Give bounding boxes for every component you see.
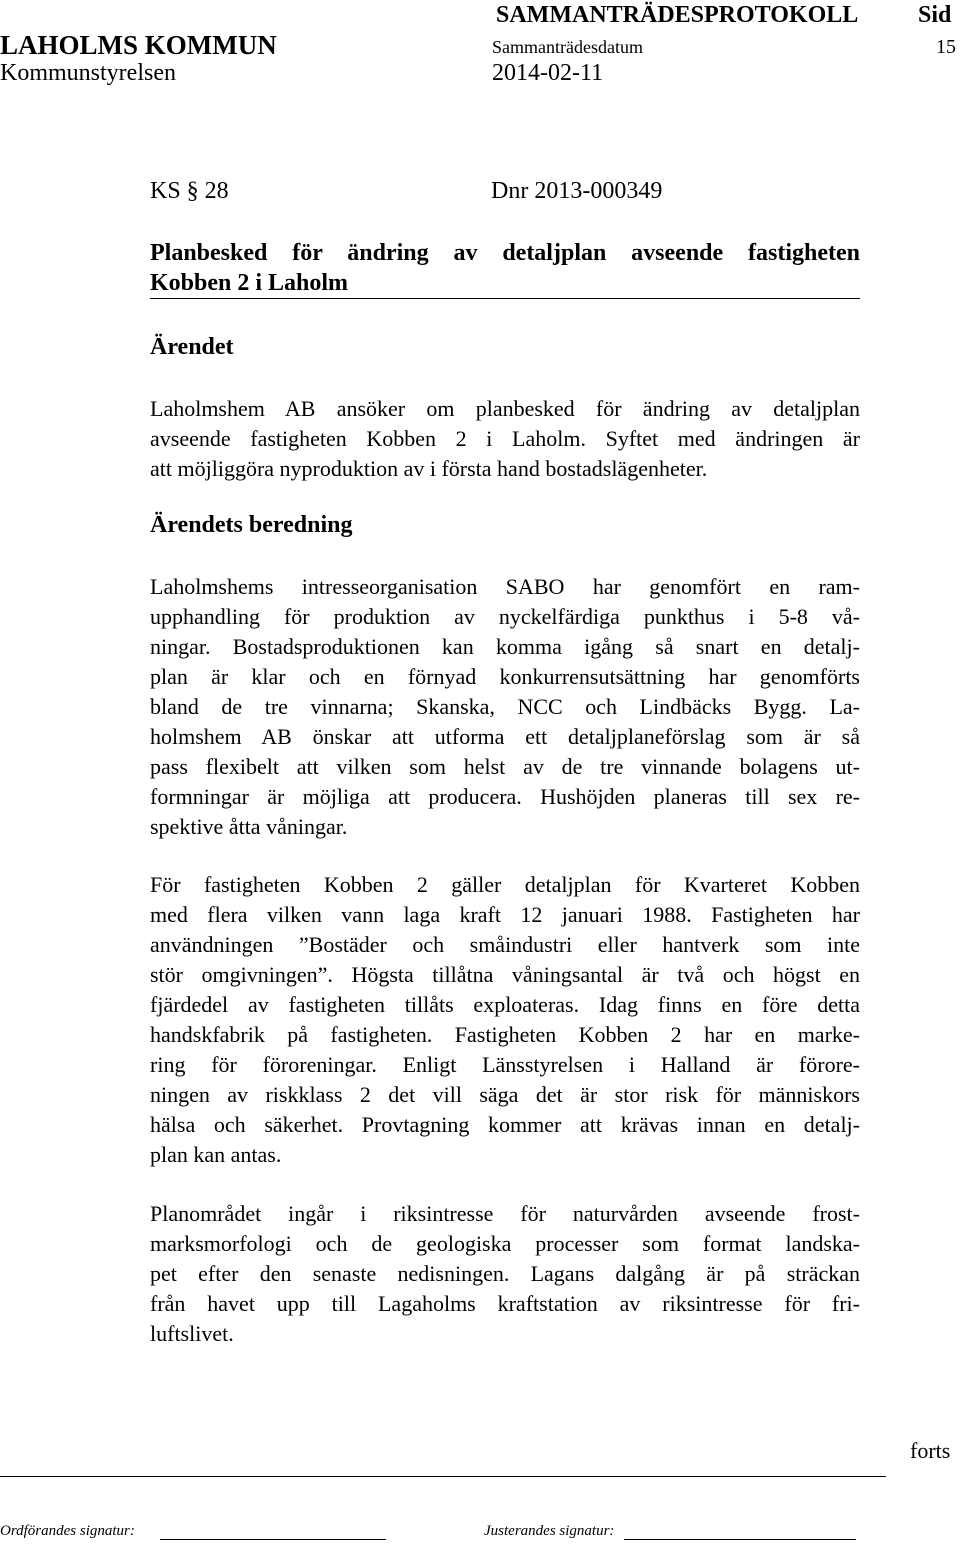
- protocol-title: SAMMANTRÄDESPROTOKOLL: [496, 2, 859, 28]
- text-line: formningar är möjliga att producera. Hushöjden planeras till sex re-: [150, 784, 860, 809]
- continued-label: forts: [910, 1438, 951, 1463]
- text-line: ningen av riskklass 2 det vill säga det är stor risk för människors: [150, 1082, 860, 1107]
- text-line: För fastigheten Kobben 2 gäller detaljplan för Kvarteret Kobben: [150, 872, 860, 897]
- text-line: handskfabrik på fastigheten. Fastigheten Kobben 2 har en marke-: [150, 1022, 860, 1047]
- text-line: Laholmshems intresseorganisation SABO har genomfört en ram-: [150, 574, 860, 599]
- text-line: användningen ”Bostäder och småindustri eller hantverk som inte: [150, 932, 860, 957]
- text-line: ring för föroreningar. Enligt Länsstyrelsen i Halland är förore-: [150, 1052, 860, 1077]
- text-line: stör omgivningen”. Högsta tillåtna våningsantal är två och högst en: [150, 962, 860, 987]
- meeting-date-label: Sammanträdesdatum: [492, 37, 643, 57]
- text-line: holmshem AB önskar att utforma ett detaljplaneförslag som är så: [150, 724, 860, 749]
- text-line: plan är klar och en förnyad konkurrensutsättning har genomförts: [150, 664, 860, 689]
- case-title-line: Planbesked för ändring av detaljplan avseende fastigheten: [150, 240, 860, 266]
- case-paragraph-code: KS § 28: [150, 178, 229, 204]
- text-line: luftslivet.: [150, 1321, 234, 1346]
- text-line: bland de tre vinnarna; Skanska, NCC och Lindbäcks Bygg. La-: [150, 694, 860, 719]
- paragraph-arendet: [150, 394, 860, 484]
- text-line: ningar. Bostadsproduktionen kan komma igång så snart en detalj-: [150, 634, 860, 659]
- text-line: pass flexibelt att vilken som helst av de tre vinnande bolagens ut-: [150, 754, 860, 779]
- text-line: att möjliggöra nyproduktion av i första hand bostadslägenheter.: [150, 456, 708, 481]
- title-divider: [150, 298, 860, 299]
- text-line: marksmorfologi och de geologiska processer som format landska-: [150, 1231, 860, 1256]
- adjuster-signature-line: [624, 1539, 856, 1540]
- paragraph-beredning: [150, 572, 860, 842]
- meeting-date: 2014-02-11: [492, 60, 604, 86]
- text-line: spektive åtta våningar.: [150, 814, 348, 839]
- text-line: upphandling för produktion av nyckelfärdiga punkthus i 5-8 vå-: [150, 604, 860, 629]
- text-line: Planområdet ingår i riksintresse för naturvården avseende frost-: [150, 1201, 860, 1226]
- paragraph-kobben: [150, 870, 860, 1170]
- page-number: 15: [936, 36, 956, 58]
- text-line: pet efter den senaste nedisningen. Lagans dalgång är på sträckan: [150, 1261, 860, 1286]
- text-line: med flera vilken vann laga kraft 12 januari 1988. Fastigheten har: [150, 902, 860, 927]
- text-line: avseende fastigheten Kobben 2 i Laholm. Syftet med ändringen är: [150, 426, 860, 451]
- text-line: hälsa och säkerhet. Provtagning kommer att krävas innan en detalj-: [150, 1112, 860, 1137]
- organization-name: LAHOLMS KOMMUN: [0, 30, 277, 60]
- footer-divider: [0, 1476, 886, 1477]
- page-label: Sid: [918, 2, 952, 28]
- text-line: plan kan antas.: [150, 1142, 282, 1167]
- section-heading-beredning: Ärendets beredning: [150, 512, 353, 538]
- case-title-line: Kobben 2 i Laholm: [150, 270, 349, 296]
- case-registration-number: Dnr 2013-000349: [491, 178, 663, 204]
- chair-signature-line: [160, 1539, 386, 1540]
- text-line: Laholmshem AB ansöker om planbesked för ändring av detaljplan: [150, 396, 860, 421]
- text-line: fjärdedel av fastigheten tillåts exploateras. Idag finns en före detta: [150, 992, 860, 1017]
- adjuster-signature-label: Justerandes signatur:: [484, 1523, 615, 1539]
- paragraph-planomrade: [150, 1199, 860, 1349]
- board-name: Kommunstyrelsen: [0, 60, 176, 86]
- case-title: [150, 238, 860, 298]
- section-heading-arendet: Ärendet: [150, 334, 234, 360]
- chair-signature-label: Ordförandes signatur:: [0, 1523, 135, 1539]
- text-line: från havet upp till Lagaholms kraftstation av riksintresse för fri-: [150, 1291, 860, 1316]
